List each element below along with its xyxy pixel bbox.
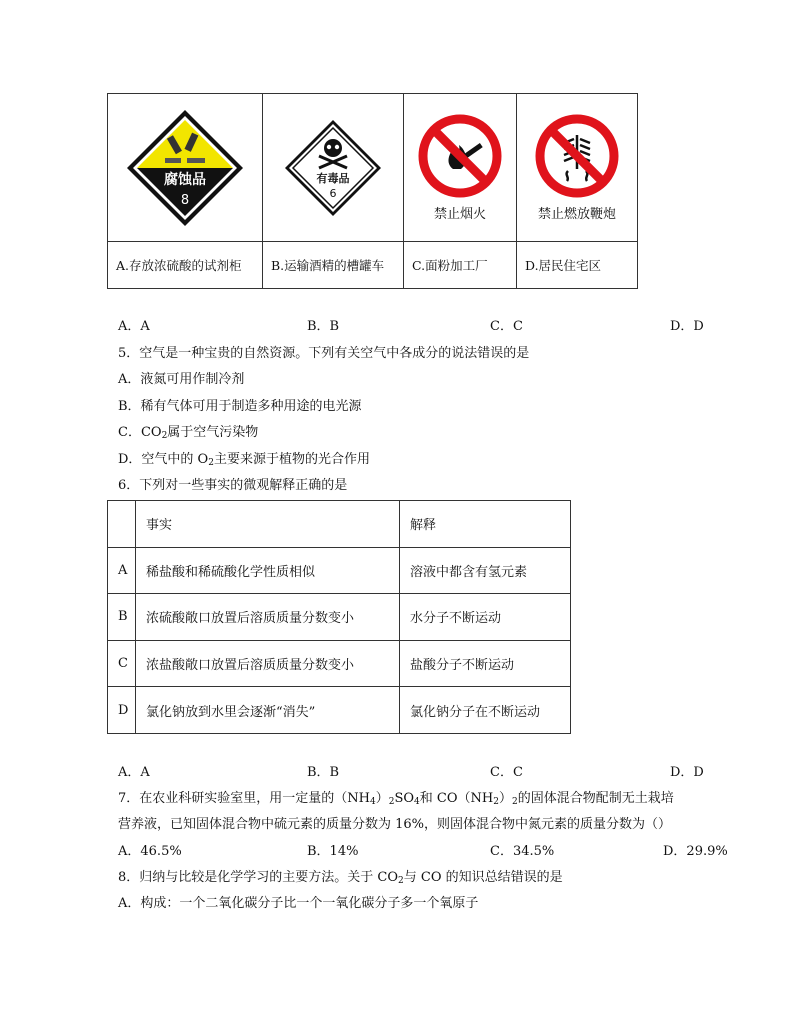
q5-option-c[interactable]: C．$CO_2$属于空气污染物 <box>118 425 259 441</box>
table-header-cell: 事实 <box>136 501 400 548</box>
table-cell: D <box>108 687 136 734</box>
table-cell: B <box>108 594 136 641</box>
q6-option-c[interactable]: C．C <box>490 765 523 780</box>
table-cell: C <box>108 640 136 687</box>
q5-option-a[interactable]: A．液氮可用作制冷剂 <box>118 372 245 387</box>
table-cell: 稀盐酸和稀硫酸化学性质相似 <box>136 547 400 594</box>
q7-options <box>118 840 728 858</box>
caption-d: D.居民住宅区 <box>517 242 638 289</box>
q6-stem: 6．下列对一些事实的微观解释正确的是 <box>118 478 348 493</box>
table-row <box>108 594 571 641</box>
table-cell: 盐酸分子不断运动 <box>400 640 571 687</box>
q8-option-a[interactable]: A．构成：一个二氧化碳分子比一个一氧化碳分子多一个氧原子 <box>118 896 479 911</box>
corrosive-sign-number: 8 <box>180 192 190 208</box>
q4-option-b[interactable]: B．B <box>307 319 340 334</box>
table-cell: 溶液中都含有氢元素 <box>400 547 571 594</box>
table-header-cell: 解释 <box>400 501 571 548</box>
q4-option-c[interactable]: C．C <box>490 319 523 334</box>
table-cell: 氯化钠放到水里会逐渐“消失” <box>136 687 400 734</box>
q6-fact-table <box>107 500 571 734</box>
caption-b: B.运输酒精的槽罐车 <box>263 242 404 289</box>
toxic-sign-cell <box>263 94 404 242</box>
table-cell: 氯化钠分子在不断运动 <box>400 687 571 734</box>
caption-c: C.面粉加工厂 <box>404 242 517 289</box>
toxic-sign-icon <box>283 118 383 218</box>
safety-sign-table <box>107 93 638 289</box>
q7-stem-line1: 7．在农业科研实验室里，用一定量的$(NH_4)_2SO_4$和 $CO(NH_2)_2$的固体混合物配制无土栽培 <box>118 791 674 807</box>
q8-stem: 8．归纳与比较是化学学习的主要方法。关于 $CO_2$与 CO 的知识总结错误的是 <box>118 870 563 886</box>
no-firecracker-sign-cell <box>517 94 638 242</box>
no-fire-sign-cell <box>404 94 517 242</box>
q6-option-a[interactable]: A．A <box>118 765 150 780</box>
no-firecracker-sign-label: 禁止燃放鞭炮 <box>537 207 616 222</box>
q7-option-b[interactable]: B．14% <box>307 844 359 859</box>
table-cell: A <box>108 547 136 594</box>
q4-option-d[interactable]: D．D <box>670 319 704 334</box>
q4-options <box>118 315 708 333</box>
skull-icon <box>324 139 342 157</box>
table-cell: 浓盐酸敞口放置后溶质质量分数变小 <box>136 640 400 687</box>
q7-stem-line2: 营养液，已知固体混合物中硫元素的质量分数为 16%，则固体混合物中氮元素的质量分数为（） <box>118 817 672 832</box>
table-cell: 浓硫酸敞口放置后溶质质量分数变小 <box>136 594 400 641</box>
corrosive-sign-icon <box>125 108 245 228</box>
q6-option-b[interactable]: B．B <box>307 765 340 780</box>
corrosive-sign-label: 腐蚀品 <box>164 171 206 188</box>
no-firecracker-sign-icon <box>534 113 620 199</box>
q7-option-a[interactable]: A．46.5% <box>118 844 182 859</box>
q7-option-d[interactable]: D．29.9% <box>663 844 728 859</box>
q6-option-d[interactable]: D．D <box>670 765 704 780</box>
q6-options <box>118 761 708 779</box>
table-header-cell <box>108 501 136 548</box>
table-header-row <box>108 501 571 548</box>
no-fire-sign-label: 禁止烟火 <box>433 207 486 222</box>
q7-option-c[interactable]: C．34.5% <box>490 844 555 859</box>
table-row <box>108 547 571 594</box>
q4-option-a[interactable]: A．A <box>118 319 150 334</box>
table-cell: 水分子不断运动 <box>400 594 571 641</box>
q5-stem: 5．空气是一种宝贵的自然资源。下列有关空气中各成分的说法错误的是 <box>118 346 530 361</box>
toxic-sign-label: 有毒品 <box>316 171 350 185</box>
toxic-sign-number: 6 <box>329 186 337 200</box>
q5-option-b[interactable]: B．稀有气体可用于制造多种用途的电光源 <box>118 399 362 414</box>
table-row <box>108 640 571 687</box>
q5-option-d[interactable]: D．空气中的 $O_2$主要来源于植物的光合作用 <box>118 452 370 468</box>
no-fire-sign-icon <box>417 113 503 199</box>
corrosive-sign-cell <box>108 94 263 242</box>
table-row <box>108 687 571 734</box>
caption-a: A.存放浓硫酸的试剂柜 <box>108 242 263 289</box>
